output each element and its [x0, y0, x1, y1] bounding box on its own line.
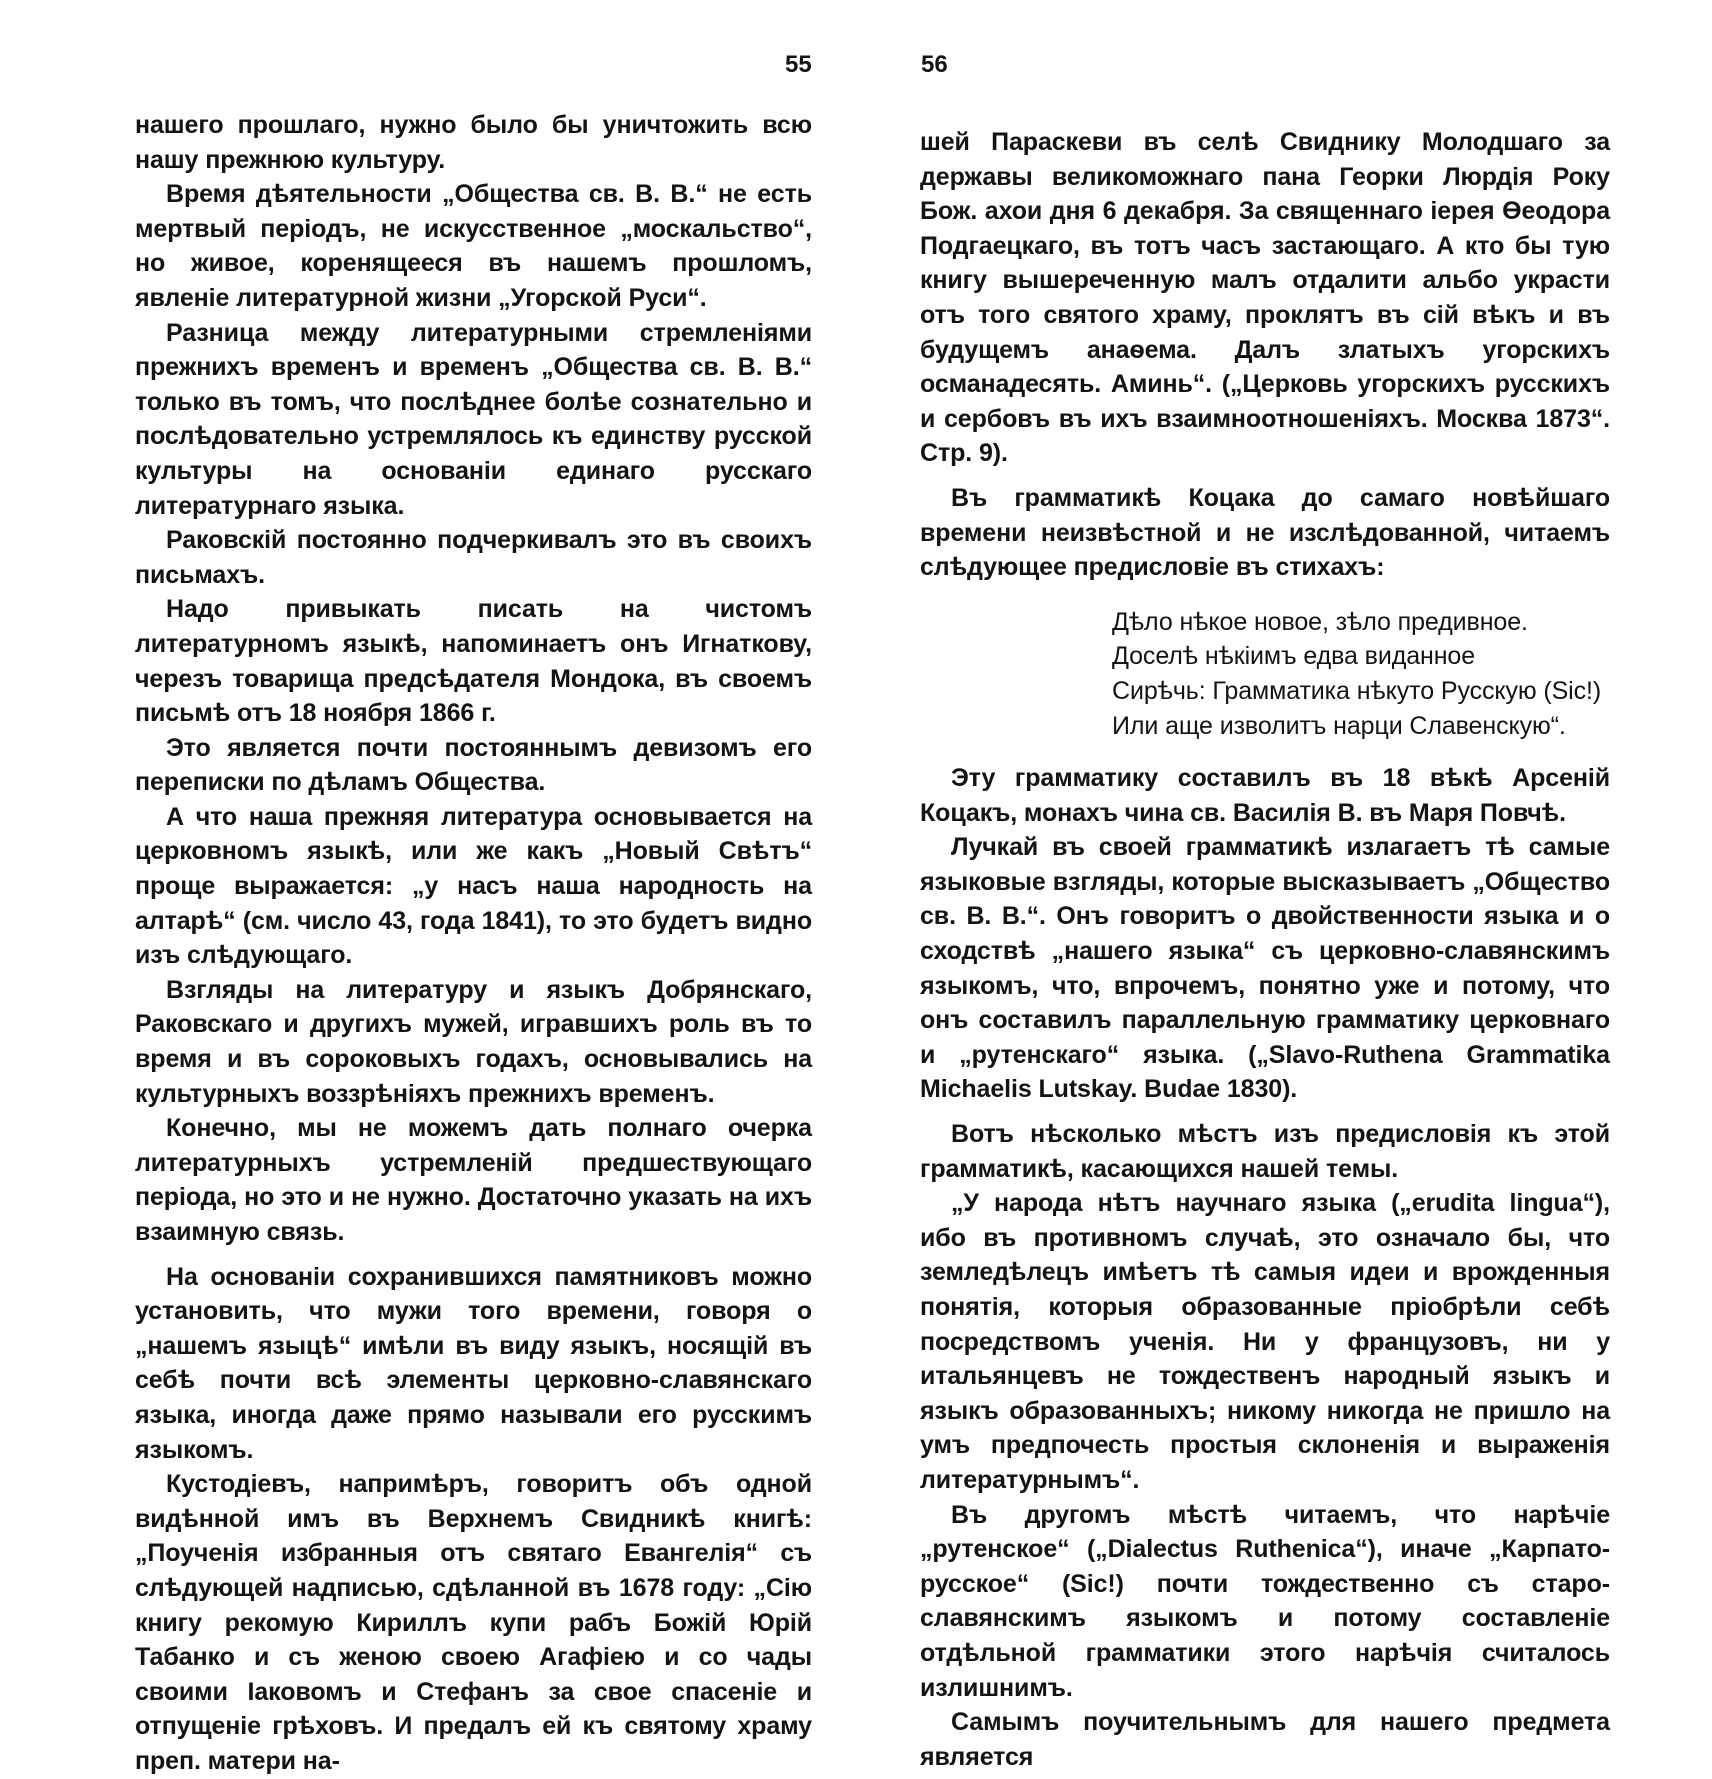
poem-line: Или аще изволитъ нарци Славенскую“.: [1112, 711, 1566, 740]
paragraph: Разница между литературными стремленіями прежнихъ временъ и временъ „Общества св. В. В.“ только въ томъ, что послѣднее болѣе сознательно и послѣдовательно устремлялось къ единству русской культуры на основаніи единаго русскаго литературнаго языка.: [135, 318, 812, 520]
poem-line: Дѣло нѣкое новое, зѣло предивное.: [1112, 607, 1528, 636]
right-page-text: [920, 125, 1610, 1774]
paragraph: Вотъ нѣсколько мѣстъ изъ предисловія къ этой грамматикѣ, касающихся нашей темы.: [920, 1120, 1610, 1183]
paragraph: Конечно, мы не можемъ дать полнаго очерка литературныхъ устремленій предшествующаго періода, но это и не нужно. Достаточно указать на ихъ взаимную связь.: [135, 1114, 812, 1246]
paragraph: „У народа нѣтъ научнаго языка („erudita lingua“), ибо въ противномъ случаѣ, это означало бы, что земледѣлецъ имѣетъ тѣ самыя идеи и врожденныя понятія, которыя образованные пріобрѣли себѣ посредствомъ ученія. Ни у французовъ, ни у итальянцевъ не тождественъ народный языкъ и языкъ образованныхъ; никому никогда не пришло на умъ предпочесть простыя склоненія и выраженія литературнымъ“.: [920, 1189, 1610, 1494]
paragraph: Лучкай въ своей грамматикѣ излагаетъ тѣ самые языковые взгляды, которые высказываетъ „Общество св. В. В.“. Онъ говоритъ о двойственности языка и о сходствѣ „нашего языка“ съ церковно-славянскимъ языкомъ, что, впрочемъ, понятно уже и потому, что онъ составилъ параллельную грамматику церковнаго и „рутенскаго“ языка. („Slavo-Ruthena Grammatika Michaelis Lutskay. Budae 1830).: [920, 833, 1610, 1104]
page-number-left: 55: [785, 51, 812, 78]
left-page: [0, 0, 856, 1775]
page-number-right: 56: [921, 51, 948, 78]
poem-line: Доселѣ нѣкіимъ едва виданное: [1112, 642, 1476, 671]
paragraph: Эту грамматику составилъ въ 18 вѣкѣ Арсеній Коцакъ, монахъ чина св. Василія В. въ Маря Повчѣ.: [920, 764, 1610, 827]
paragraph: А что наша прежняя литература основывается на церковномъ языкѣ, или же какъ „Новый Свѣтъ“ проще выражается: „у насъ наша народность на алтарѣ“ (см. число 43, года 1841), то это будетъ видно изъ слѣдующаго.: [135, 802, 812, 970]
paragraph: нашего прошлаго, нужно было бы уничтожить всю нашу прежнюю культуру.: [135, 111, 812, 174]
paragraph: Раковскій постоянно подчеркивалъ это въ своихъ письмахъ.: [135, 526, 812, 589]
paragraph: Кустодіевъ, напримѣръ, говоритъ объ одной видѣнной имъ въ Верхнемъ Свидникѣ книгѣ: „Поученія избранныя отъ святаго Евангелія“ съ слѣдующей надписью, сдѣланной въ 1678 году: „Сію книгу рекомую Кириллъ купи рабъ Божій Юрій Табанко и съ женою своею Агафіею и со чады своими Іаковомъ и Стефанъ за свое спасеніе и отпущеніе грѣховъ. И предалъ ей къ святому храму преп. матери на-: [135, 1470, 812, 1775]
paragraph: Въ другомъ мѣстѣ читаемъ, что нарѣчіе „рутенское“ („Dialectus Ruthenica“), иначе „Карпато-русское“ (Sic!) почти тождественно съ старо-славянскимъ языкомъ и потому составленіе отдѣльной грамматики этого нарѣчія считалось излишнимъ.: [920, 1500, 1610, 1702]
paragraph: шей Параскеви въ селѣ Свиднику Молодшаго за державы великоможнаго пана Георки Люрдія Року Бож. ахои дня 6 декабря. За священнаго іерея Өеодора Подгаецкаго, въ тотъ часъ застающаго. А кто бы тую книгу вышереченную малъ отдалити альбо украсти отъ того святого храму, проклятъ въ сій вѣкъ и въ будущемъ анаѳема. Далъ златыхъ угорскихъ османадесять. Аминь“. („Церковь угорскихъ русскихъ и сербовъ въ ихъ взаимноотношеніяхъ. Москва 1873“. Стр. 9).: [920, 128, 1610, 468]
paragraph: Самымъ поучительнымъ для нашего предмета является: [920, 1708, 1610, 1771]
right-page: [856, 0, 1712, 1771]
paragraph: Надо привыкать писать на чистомъ литературномъ языкѣ, напоминаетъ онъ Игнаткову, черезъ товарища предсѣдателя Мондока, въ своемъ письмѣ отъ 18 ноября 1866 г.: [135, 595, 812, 728]
poem-quote: [920, 605, 1610, 743]
paragraph: Взгляды на литературу и языкъ Добрянскаго, Раковскаго и другихъ мужей, игравшихъ роль въ то время и въ сороковыхъ годахъ, основывались на культурныхъ воззрѣніяхъ прежнихъ временъ.: [135, 975, 812, 1108]
poem-line: Сирѣчь: Грамматика нѣкуто Русскую (Sic!): [1112, 676, 1602, 705]
left-page-text: [135, 108, 812, 1779]
paragraph: Это является почти постояннымъ девизомъ его переписки по дѣламъ Общества.: [135, 733, 812, 797]
paragraph: Въ грамматикѣ Коцака до самаго новѣйшаго времени неизвѣстной и не изслѣдованной, читаемъ слѣдующее предисловіе въ стихахъ:: [920, 483, 1610, 582]
paragraph: Время дѣятельности „Общества св. В. В.“ не есть мертвый періодъ, не искусственное „москальство“, но живое, коренящееся въ нашемъ прошломъ, явленіе литературной жизни „Угорской Руси“.: [135, 180, 812, 312]
paragraph: На основаніи сохранившихся памятниковъ можно установить, что мужи того времени, говоря о „нашемъ языцѣ“ имѣли въ виду языкъ, носящій въ себѣ почти всѣ элементы церковно-славянскаго языка, иногда даже прямо называли его русскимъ языкомъ.: [135, 1262, 812, 1464]
